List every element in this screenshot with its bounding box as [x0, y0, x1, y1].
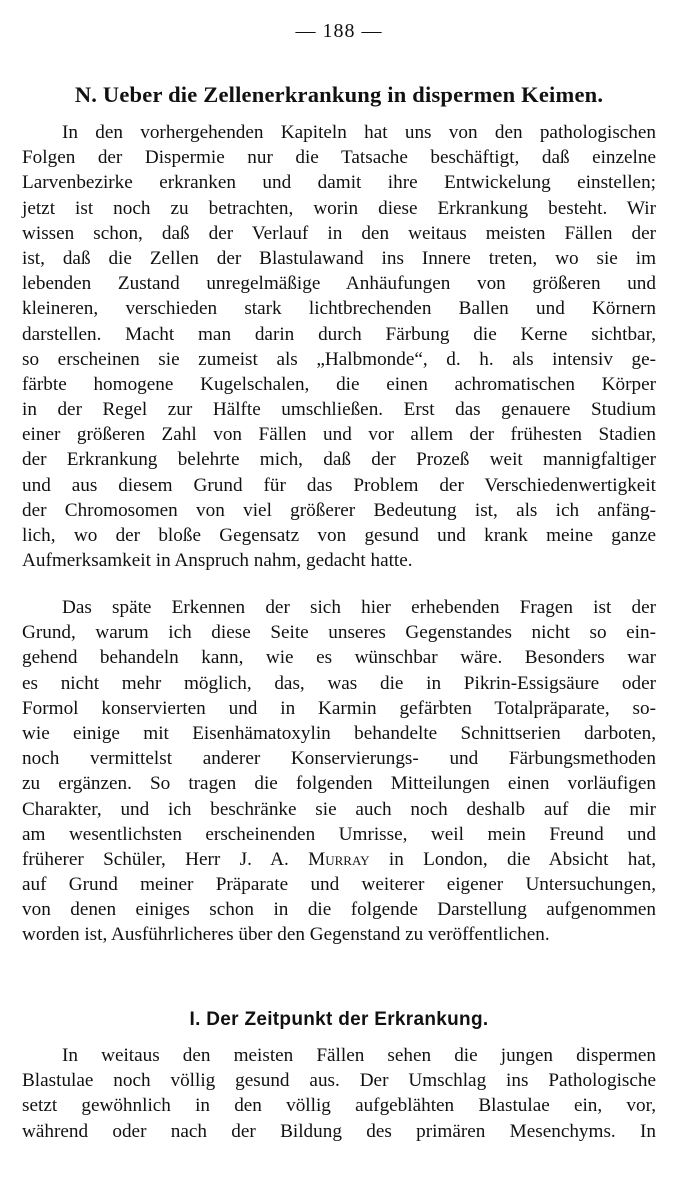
paragraph-3 [22, 1043, 656, 1144]
text-line: zu ergänzen. So tragen die folgenden Mitteilungen einen vorläufigen [22, 773, 656, 795]
text-line: während oder nach der Bildung des primären Mesenchyms. In [22, 1120, 656, 1142]
paragraph-1 [22, 120, 656, 573]
text-line: darstellen. Macht man darin durch Färbung die Kerne sichtbar, [22, 323, 656, 345]
text-line: der Chromosomen von viel größerer Bedeutung ist, als ich anfäng- [22, 499, 656, 521]
text-fragment: früherer Schüler, Herr J. A. [22, 848, 289, 870]
text-line: auf Grund meiner Präparate und weiterer eigener Untersuchungen, [22, 874, 656, 896]
page-number: — 188 — [295, 20, 383, 42]
text-line: setzt gewöhnlich in den völlig aufgeblähten Blastulae ein, vor, [22, 1095, 656, 1117]
text-line: Grund, warum ich diese Seite unseres Gegenstandes nicht so ein- [22, 622, 656, 644]
text-line: von denen einiges schon in die folgende Darstellung aufgenommen [22, 899, 656, 921]
text-line: wie einige mit Eisenhämatoxylin behandelte Schnittserien darboten, [22, 722, 656, 744]
text-line: In den vorhergehenden Kapiteln hat uns von den pathologischen [62, 122, 656, 143]
text-line: kleineren, verschieden stark lichtbrechenden Ballen und Körnern [22, 298, 656, 320]
text-line: Charakter, und ich beschränke sie auch noch deshalb auf die mir [22, 798, 656, 820]
text-line: noch vermittelst anderer Konservierungs- und Färbungsmethoden [22, 748, 656, 770]
text-line: am wesentlichsten erscheinenden Umrisse, weil mein Freund und [22, 823, 656, 845]
text-line: und aus diesem Grund für das Problem der Verschiedenwertigkeit [22, 474, 656, 496]
text-line: so erscheinen sie zumeist als „Halbmonde“, d. h. als intensiv ge- [22, 348, 656, 370]
text-line: gehend behandeln kann, wie es wünschbar wäre. Besonders war [22, 647, 656, 669]
text-line: ist, daß die Zellen der Blastulawand ins Innere treten, wo sie im [22, 247, 656, 269]
text-line: Das späte Erkennen der sich hier erhebenden Fragen ist der [62, 597, 656, 618]
paragraph-2 [22, 595, 656, 948]
text-line: worden ist, Ausführlicheres über den Gegenstand zu veröffentlichen. [22, 924, 550, 946]
section-heading: N. Ueber die Zellenerkrankung in dispermen Keimen. [74, 82, 604, 107]
text-line: Aufmerksamkeit in Anspruch nahm, gedacht hatte. [22, 550, 413, 572]
text-fragment: in London, die Absicht hat, [388, 848, 657, 870]
text-line [22, 847, 656, 872]
text-line: einer größeren Zahl von Fällen und vor allem der frühesten Stadien [22, 424, 656, 446]
text-line: Folgen der Dispermie nur die Tatsache beschäftigt, daß einzelne [22, 147, 656, 169]
text-line: Formol konservierten und in Karmin gefärbten Totalpräparate, so- [22, 697, 656, 719]
text-line: lebenden Zustand unregelmäßige Anhäufungen von größeren und [22, 273, 656, 295]
author-name: Murray [308, 848, 370, 870]
subsection-heading: I. Der Zeitpunkt der Erkrankung. [189, 1009, 489, 1030]
text-line: es nicht mehr möglich, das, was die in Pikrin-Essigsäure oder [22, 672, 656, 694]
text-line: in der Regel zur Hälfte umschließen. Erst das genauere Studium [22, 399, 656, 421]
text-line: der Erkrankung belehrte mich, daß der Prozeß weit mannigfaltiger [22, 449, 656, 471]
text-line: In weitaus den meisten Fällen sehen die jungen dispermen [62, 1045, 656, 1066]
text-line: jetzt ist noch zu betrachten, worin diese Erkrankung besteht. Wir [22, 197, 656, 219]
text-line: Larvenbezirke erkranken und damit ihre Entwickelung einstellen; [22, 172, 656, 194]
text-line: färbte homogene Kugelschalen, die einen achromatischen Körper [22, 373, 656, 395]
text-line: lich, wo der bloße Gegensatz von gesund und krank meine ganze [22, 525, 656, 546]
text-line: Blastulae noch völlig gesund aus. Der Umschlag ins Pathologische [22, 1070, 656, 1092]
text-line: wissen schon, daß der Verlauf in den weitaus meisten Fällen der [22, 222, 656, 244]
